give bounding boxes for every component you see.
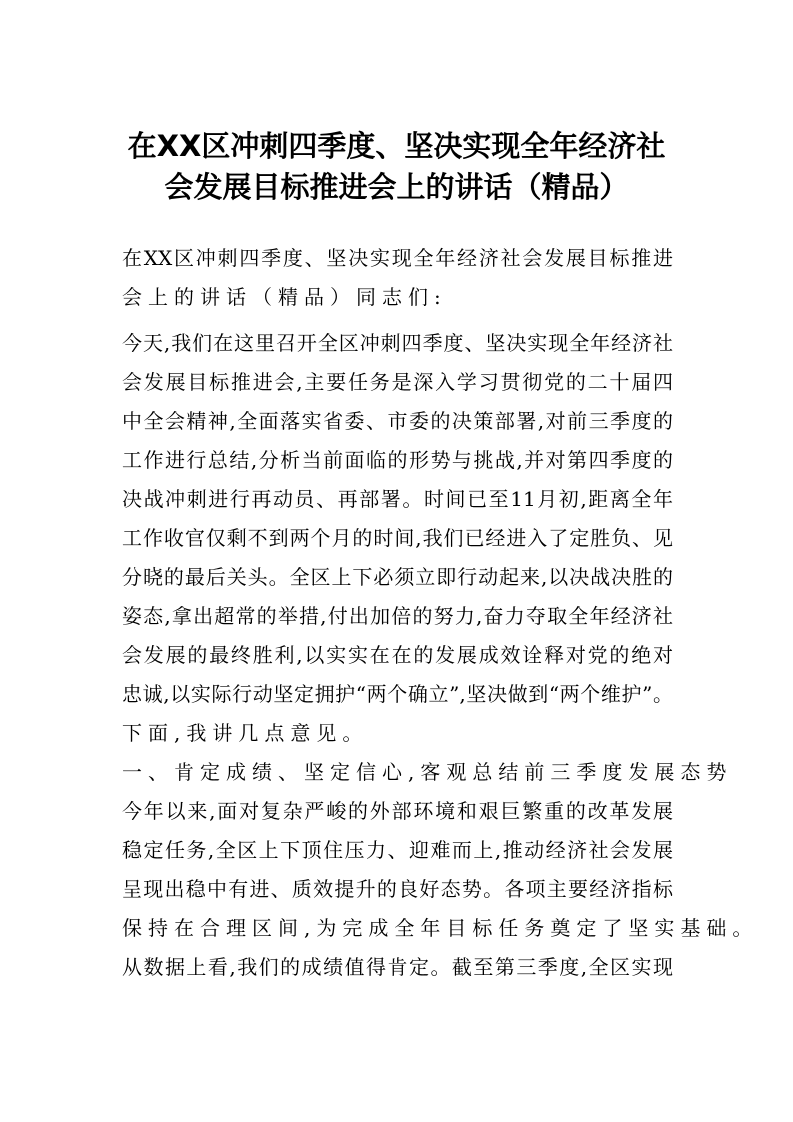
text-line: 会上的讲话（精品）同志们:	[122, 285, 447, 309]
text-line: 工作进行总结,分析当前面临的形势与挑战,并对第四季度的	[122, 448, 673, 472]
title-line: 会发展目标推进会上的讲话（精品）	[164, 170, 629, 204]
document-title	[100, 126, 693, 208]
text-line: 中全会精神,全面落实省委、市委的决策部署,对前三季度的	[122, 409, 673, 433]
text-line: 会发展的最终胜利,以实实在在的发展成效诠释对党的绝对	[122, 643, 673, 667]
document-body	[122, 239, 759, 987]
text-line: 决战冲刺进行再动员、再部署。时间已至11月初,距离全年	[122, 487, 673, 511]
title-line: 在XX区冲刺四季度、坚决实现全年经济社	[127, 129, 666, 163]
text-line: 保持在合理区间,为完成全年目标任务奠定了坚实基础。	[122, 916, 759, 940]
text-line: 会发展目标推进会,主要任务是深入学习贯彻党的二十届四	[122, 370, 673, 394]
text-line: 呈现出稳中有进、质效提升的良好态势。各项主要经济指标	[122, 877, 673, 901]
text-line: 一、肯定成绩、坚定信心,客观总结前三季度发展态势	[122, 760, 733, 784]
paragraph-intro	[122, 239, 673, 317]
section-heading-1	[122, 753, 733, 792]
text-line: 今天,我们在这里召开全区冲刺四季度、坚决实现全年经济社	[122, 331, 673, 355]
text-line: 在XX区冲刺四季度、坚决实现全年经济社会发展目标推进	[122, 246, 673, 270]
text-line: 从数据上看,我们的成绩值得肯定。截至第三季度,全区实现	[122, 955, 673, 979]
text-line: 今年以来,面对复杂严峻的外部环境和艰巨繁重的改革发展	[122, 799, 673, 823]
text-line: 忠诚,以实际行动坚定拥护“两个确立”,坚决做到“两个维护”。	[122, 682, 673, 706]
paragraph-opening	[122, 324, 673, 753]
text-line: 姿态,拿出超常的举措,付出加倍的努力,奋力夺取全年经济社	[122, 604, 673, 628]
paragraph-data	[122, 948, 673, 987]
paragraph-achievements	[122, 792, 759, 948]
text-line: 下面,我讲几点意见。	[122, 721, 369, 745]
text-line: 工作收官仅剩不到两个月的时间,我们已经进入了定胜负、见	[122, 526, 673, 550]
text-line: 分晓的最后关头。全区上下必须立即行动起来,以决战决胜的	[122, 565, 673, 589]
text-line: 稳定任务,全区上下顶住压力、迎难而上,推动经济社会发展	[122, 838, 673, 862]
